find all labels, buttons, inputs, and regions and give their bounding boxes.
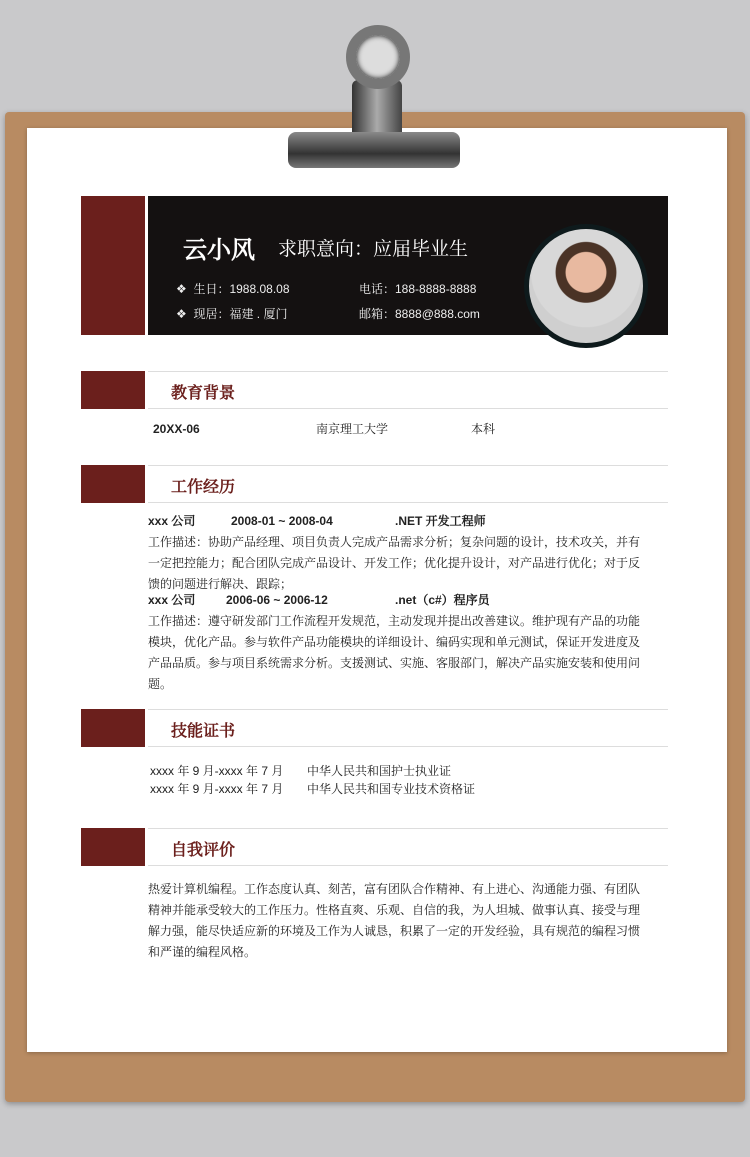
candidate-name: 云小风 [183,237,255,264]
section-title: 教育背景 [171,385,236,402]
email: 邮箱：8888@888.com [359,307,480,321]
work-company: xxx 公司 [148,514,196,528]
edu-date: 20XX-06 [153,422,200,436]
work-desc: 工作描述：遵守研发部门工作流程开发规范，主动发现并提出改善建议。维护现有产品的功能模块，优化产品。参与软件产品功能模块的详细设计、编码实现和单元测试，保证开发进度及产品品质。参与项目系统需求分析。支援测试、实施、客服部门，解决产品实施安装和使用问题。 [148,614,641,691]
work-company: xxx 公司 [148,593,196,607]
work-title: .net（c#）程序员 [395,593,490,607]
work-title: .NET 开发工程师 [395,514,486,528]
section-title: 自我评价 [171,842,236,859]
clip-base [288,132,460,168]
location: 现居：福建 . 厦门 [193,307,288,321]
bullet-icon: ❖ [176,282,187,296]
work-desc: 工作描述：协助产品经理、项目负责人完成产品需求分析；复杂问题的设计，技术攻关，并有一定把控能力；配合团队完成产品设计、开发工作；优化提升设计，对产品进行优化；对于反馈的问题进行解决、跟踪； [148,535,641,591]
work-period: 2006-06 ~ 2006-12 [226,593,328,607]
job-intent: 求职意向：应届毕业生 [278,239,469,260]
phone: 电话：188-8888-8888 [359,282,477,296]
skill-period: xxxx 年 9 月-xxxx 年 7 月 [150,764,284,778]
edu-degree: 本科 [471,422,496,436]
edu-school: 南京理工大学 [316,422,389,436]
skill-name: 中华人民共和国护士执业证 [307,764,452,778]
section-education [81,371,668,409]
profile-photo [524,224,648,348]
self-evaluation: 热爱计算机编程。工作态度认真、刻苦，富有团队合作精神、有上进心、沟通能力强、有团队精神并能承受较大的工作压力。性格直爽、乐观、自信的我，为人坦城、做事认真、接受与理解力强，能尽快适应新的环境及工作为人诚恳，积累了一定的开发经验，具有规范的编程习惯和严谨的编程风格。 [148,882,641,959]
bullet-icon: ❖ [176,307,187,321]
skill-name: 中华人民共和国专业技术资格证 [307,782,476,796]
work-period: 2008-01 ~ 2008-04 [231,514,333,528]
birth-date: 生日：1988.08.08 [193,282,290,296]
skill-period: xxxx 年 9 月-xxxx 年 7 月 [150,782,284,796]
clip-ring [346,25,410,89]
header-accent-block [81,196,145,335]
section-title: 工作经历 [171,479,236,496]
section-skills [81,709,668,747]
section-work [81,465,668,503]
section-title: 技能证书 [171,723,236,740]
section-self [81,828,668,866]
